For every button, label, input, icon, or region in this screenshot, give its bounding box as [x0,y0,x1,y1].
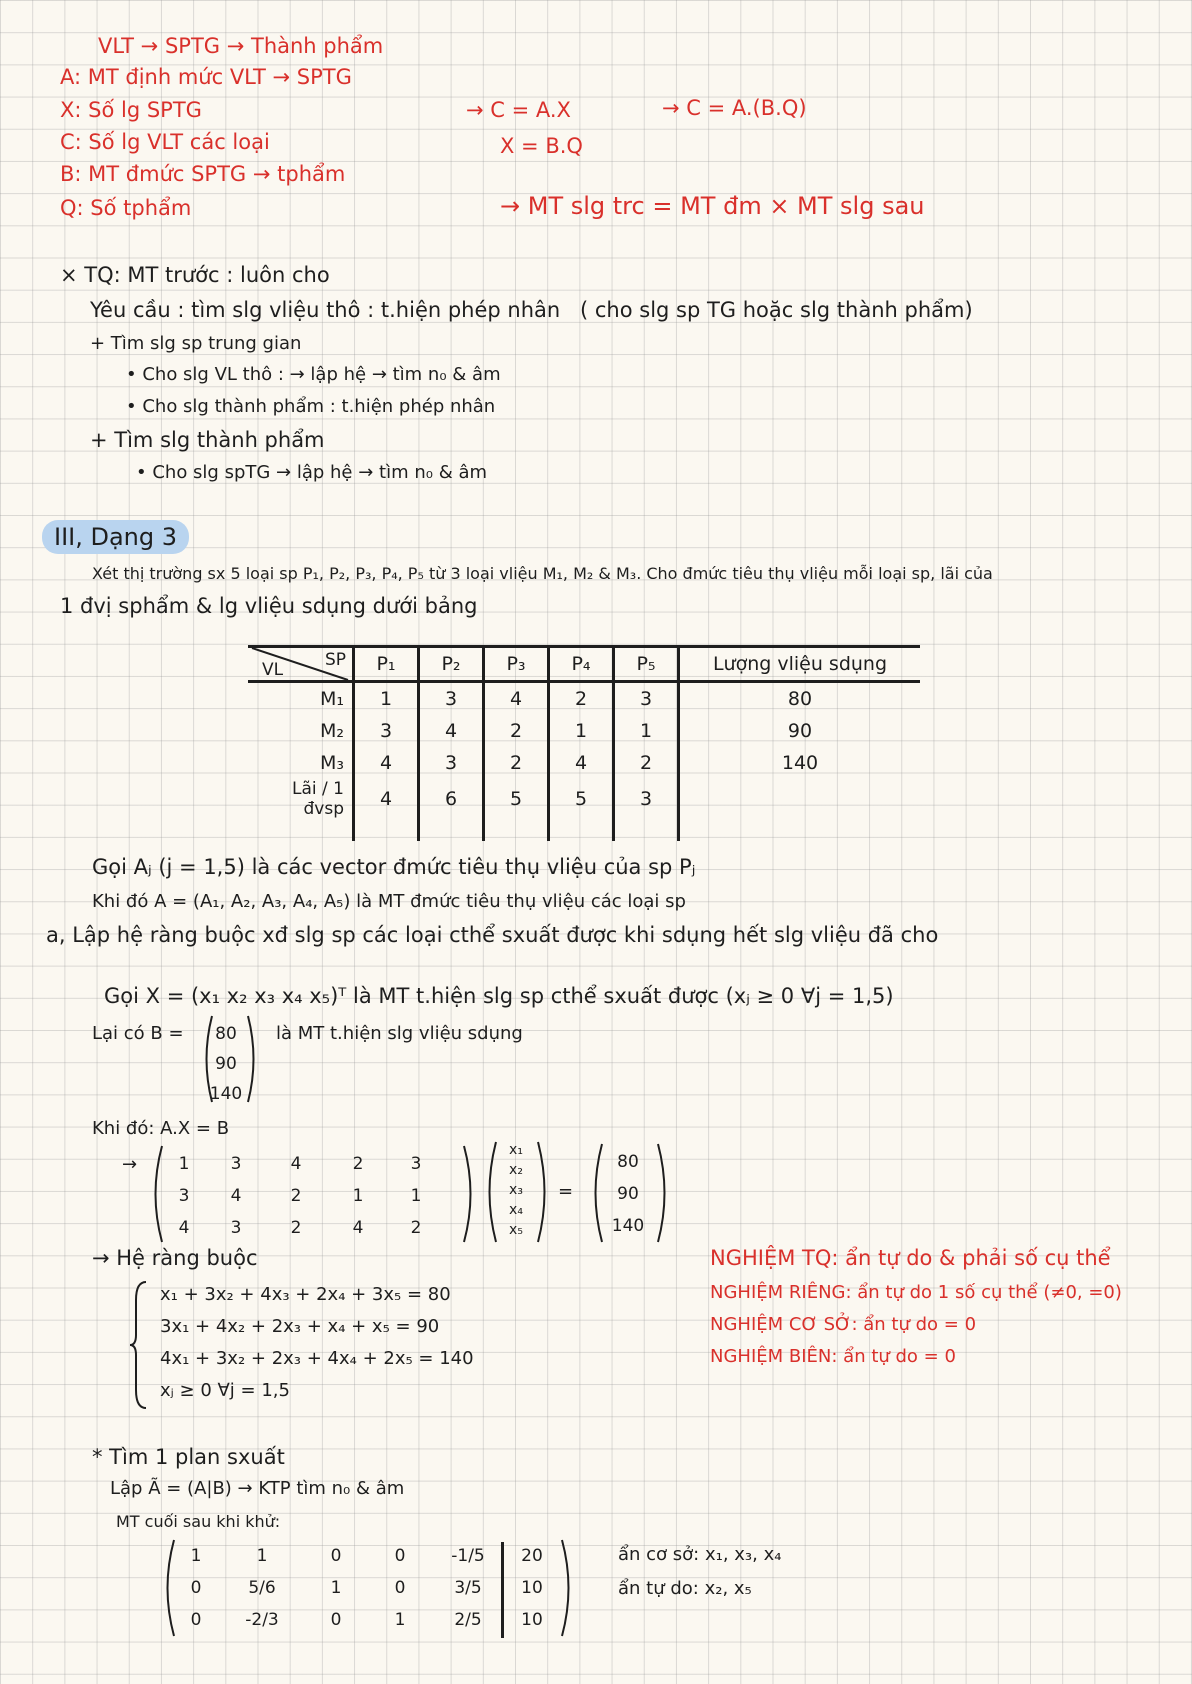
row-label: M₃ [248,747,354,779]
final-matrix-cell: 3/5 [454,1578,482,1598]
matrix-x-cell: x₄ [509,1202,523,1218]
matrix-a [164,1148,454,1244]
table-cell [679,779,921,819]
tq-line3: • Cho slg VL thô : → lập hệ → tìm n₀ & âm [126,364,501,385]
col-header: Lượng vliệu sdụng [712,653,888,675]
data-table [248,645,920,841]
note-nghiem-tq: NGHIỆM TQ: ẩn tự do & phải số cụ thể [710,1246,1111,1270]
final-matrix-cell: 0 [190,1610,202,1630]
final-matrix-cell: -2/3 [245,1610,279,1630]
problem-line1: Xét thị trường sx 5 loại sp P₁, P₂, P₃, P₄, P₅ từ 3 loại vliệu M₁, M₂ & M₃. Cho đmức tiêu thụ vliệu mỗi loại sp, lãi của [92,564,993,583]
system-eq1: x₁ + 3x₂ + 4x₃ + 2x₄ + 3x₅ = 80 [160,1284,451,1305]
def-aj: Gọi Aⱼ (j = 1,5) là các vector đmức tiêu thụ vliệu của sp Pⱼ [92,855,696,879]
table-cell: 140 [781,752,819,774]
def-c: C: Số lg VLT các loại [60,130,270,154]
system-eq4: xⱼ ≥ 0 ∀j = 1,5 [160,1380,290,1401]
b2-right-bracket [656,1142,672,1244]
note-nghiem-rieng: NGHIỆM RIÊNG: ẩn tự do 1 số cụ thể (≠0, =0) [710,1282,1122,1303]
col-header: P₂ [419,647,484,682]
tq-line5: + Tìm slg thành phẩm [90,428,325,452]
final-matrix [176,1542,576,1638]
row-label: Lãi / 1 đvsp [248,779,354,819]
matrix-a-cell: 3 [230,1218,242,1238]
b-label: Lại có B = [92,1023,184,1044]
tq-line4: • Cho slg thành phẩm : t.hiện phép nhân [126,396,496,417]
table-cell: 4 [354,779,419,819]
matrix-a-cell: 4 [290,1154,302,1174]
tq-line1: Yêu cầu : tìm slg vliệu thô : t.hiện phép nhân [90,298,561,322]
eq-c-abq: → C = A.(B.Q) [662,96,807,120]
m-right-bracket [560,1538,576,1638]
equals-sign: = [558,1181,574,1202]
matrix-a-cell: 1 [410,1186,422,1206]
tq-line2: + Tìm slg sp trung gian [90,333,302,354]
b2-left-bracket [588,1142,604,1244]
final-matrix-cell: -1/5 [451,1546,485,1566]
table-cell: 3 [419,747,484,779]
note-nghiem-co-so: NGHIỆM CƠ SỞ: ẩn tự do = 0 [710,1314,977,1335]
final-matrix-cell: 1 [190,1546,202,1566]
matrix-a-cell: 2 [410,1218,422,1238]
table-cell: 2 [614,747,679,779]
system-eq2: 3x₁ + 4x₂ + 2x₃ + x₄ + x₅ = 90 [160,1316,440,1337]
matrix-a-cell: 3 [410,1154,422,1174]
plan-line1: Lập Ã = (A|B) → KTP tìm n₀ & âm [110,1478,405,1499]
table-corner [248,647,354,682]
b-entry: 140 [209,1084,243,1104]
table-cell: 1 [549,715,614,747]
tq-line6: • Cho slg spTG → lập hệ → tìm n₀ & âm [136,462,488,483]
eq-c-ax: → C = A.X [466,98,571,122]
matrix-b [608,1146,658,1242]
final-matrix-cell: 0 [330,1546,342,1566]
col-header: P₄ [549,647,614,682]
table-cell: 3 [614,682,679,716]
col-header: P₅ [614,647,679,682]
table-cell: 2 [484,747,549,779]
table-cell: 4 [549,747,614,779]
free-vars: ẩn tự do: x₂, x₅ [618,1578,752,1599]
matrix-a-cell: 4 [178,1218,190,1238]
eq-x-bq: X = B.Q [500,134,583,158]
corner-sp: SP [324,650,346,670]
table-cell: 3 [419,682,484,716]
system-heading: → Hệ ràng buộc [92,1246,258,1270]
final-matrix-cell: 20 [521,1546,543,1566]
table-cell: 4 [484,682,549,716]
table-cell: 5 [484,779,549,819]
basic-vars: ẩn cơ sở: x₁, x₃, x₄ [618,1544,782,1565]
final-matrix-cell: 1 [394,1610,406,1630]
table-cell: 80 [787,688,813,710]
def-a: A: MT định mức VLT → SPTG [60,65,352,89]
final-matrix-cell: 2/5 [454,1610,482,1630]
final-matrix-cell: 1 [330,1578,342,1598]
row-label: M₁ [248,682,354,716]
table-cell: 4 [419,715,484,747]
table-cell: 5 [549,779,614,819]
table-cell: 2 [484,715,549,747]
tq-heading: × TQ: MT trước : luôn cho [60,263,330,287]
matrix-a-cell: 4 [352,1218,364,1238]
section-title: III, Dạng 3 [42,525,189,549]
matrix-a-cell: 3 [230,1154,242,1174]
problem-line2: 1 đvị sphẩm & lg vliệu sdụng dưới bảng [60,594,478,618]
matrix-x-cell: x₃ [509,1182,523,1198]
col-header: P₃ [484,647,549,682]
def-b: B: MT đmức SPTG → tphẩm [60,162,346,186]
final-matrix-cell: 10 [521,1578,543,1598]
matrix-x [496,1140,536,1244]
table-cell: 1 [354,682,419,716]
def-x-vector: Gọi X = (x₁ x₂ x₃ x₄ x₅)ᵀ là MT t.hiện slg sp cthể sxuất được (xⱼ ≥ 0 ∀j = 1,5) [104,984,894,1008]
matrix-x-cell: x₅ [509,1222,523,1238]
matrix-a-cell: 2 [290,1218,302,1238]
final-matrix-cell: 0 [190,1578,202,1598]
matrix-a-cell: 2 [290,1186,302,1206]
matrix-a-cell: 1 [178,1154,190,1174]
note-nghiem-bien: NGHIỆM BIÊN: ẩn tự do = 0 [710,1346,956,1367]
b-desc: là MT t.hiện slg vliệu sdụng [276,1023,523,1044]
corner-vl: VL [262,660,284,680]
final-matrix-cell: 0 [394,1546,406,1566]
system-eq3: 4x₁ + 3x₂ + 2x₃ + 4x₄ + 2x₅ = 140 [160,1348,474,1369]
table-cell: 3 [614,779,679,819]
matrix-a-cell: 3 [178,1186,190,1206]
augment-divider [501,1542,504,1638]
def-a-matrix: Khi đó A = (A₁, A₂, A₃, A₄, A₅) là MT đmức tiêu thụ vliệu các loại sp [92,891,686,912]
rule-mt: → MT slg trc = MT đm × MT slg sau [500,192,925,220]
final-matrix-cell: 0 [330,1610,342,1630]
matrix-a-cell: 4 [230,1186,242,1206]
then-ax-b: Khi đó: A.X = B [92,1118,230,1139]
question-a: a, Lập hệ ràng buộc xđ slg sp các loại cthể sxuất được khi sdụng hết slg vliệu đã cho [46,923,939,947]
final-matrix-cell: 5/6 [248,1578,276,1598]
a-right-bracket [462,1144,478,1244]
matrix-b-cell: 140 [611,1216,645,1236]
final-matrix-cell: 0 [394,1578,406,1598]
final-matrix-cell: 1 [256,1546,268,1566]
b-entry: 90 [215,1054,237,1074]
a-left-bracket [148,1144,164,1244]
matrix-b-cell: 80 [617,1152,639,1172]
system-brace [128,1280,148,1410]
table-cell: 90 [787,720,813,742]
b-right-bracket [246,1014,260,1104]
tq-line1b: ( cho slg sp TG hoặc slg thành phẩm) [580,298,973,322]
matrix-a-cell: 1 [352,1186,364,1206]
table-cell: 6 [419,779,484,819]
x-right-bracket [536,1140,552,1244]
table-cell: 4 [354,747,419,779]
table-cell: 2 [549,682,614,716]
flow-line: VLT → SPTG → Thành phẩm [98,34,384,58]
plan-line2: MT cuối sau khi khử: [116,1512,281,1531]
table-cell: 3 [354,715,419,747]
matrix-x-cell: x₂ [509,1162,523,1178]
row-label: M₂ [248,715,354,747]
def-q: Q: Số tphẩm [60,196,192,220]
def-x: X: Số lg SPTG [60,98,202,122]
plan-heading: * Tìm 1 plan sxuất [92,1445,285,1469]
col-header: P₁ [354,647,419,682]
matrix-a-cell: 2 [352,1154,364,1174]
arrow-icon: → [122,1154,138,1175]
matrix-b-cell: 90 [617,1184,639,1204]
m-left-bracket [160,1538,176,1638]
table-cell: 1 [614,715,679,747]
matrix-x-cell: x₁ [509,1142,523,1158]
final-matrix-cell: 10 [521,1610,543,1630]
b-entry: 80 [215,1024,237,1044]
